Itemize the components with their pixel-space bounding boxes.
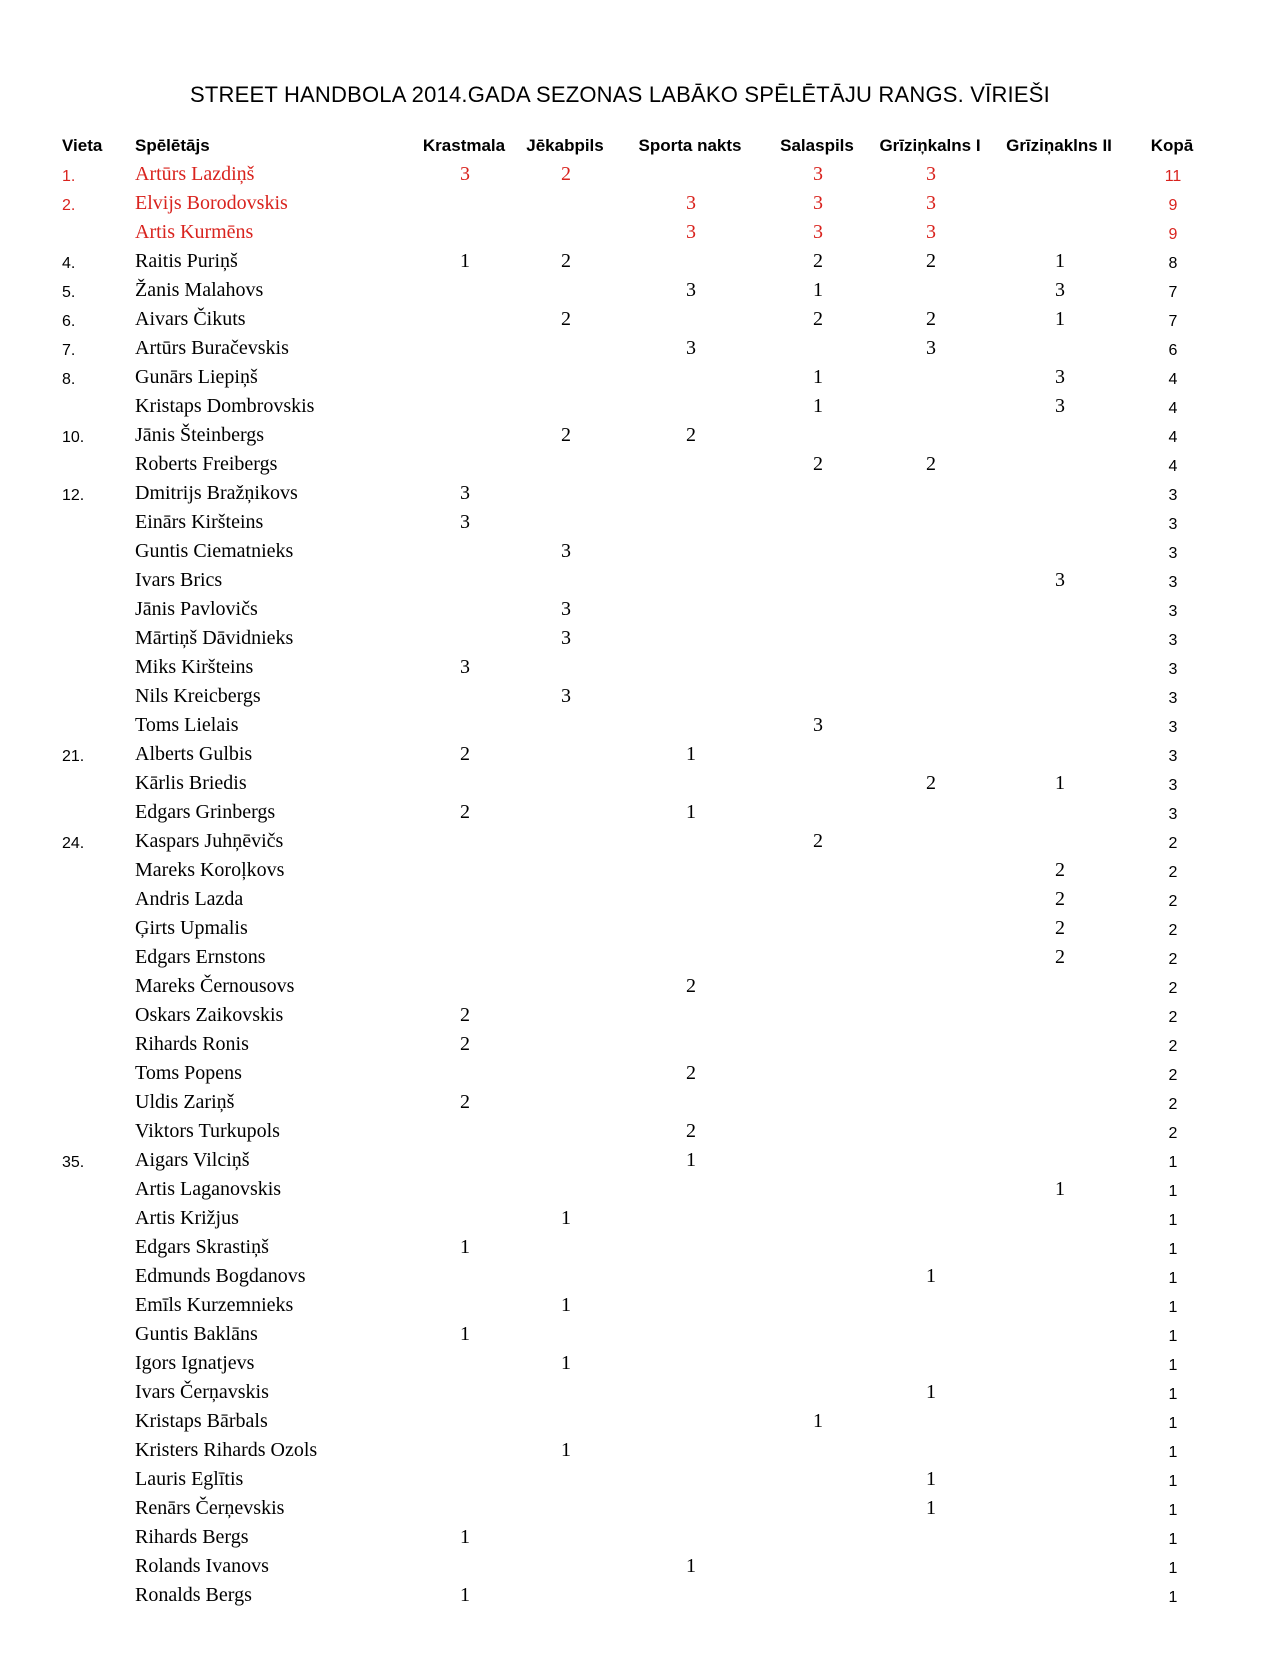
total-points-cell: 3 xyxy=(1168,690,1178,707)
event-points-cell: 3 xyxy=(813,192,823,214)
rank-cell: 21. xyxy=(62,748,85,765)
player-name-cell: Kārlis Briedis xyxy=(135,772,247,794)
player-name-cell: Mārtiņš Dāvidnieks xyxy=(135,627,294,649)
event-points-cell: 1 xyxy=(561,1439,571,1461)
event-points-cell: 3 xyxy=(561,540,571,562)
table-row xyxy=(0,392,1275,421)
table-row xyxy=(0,1204,1275,1233)
event-points-cell: 2 xyxy=(561,424,571,446)
player-name-cell: Aivars Čikuts xyxy=(135,308,246,330)
player-name-cell: Emīls Kurzemnieks xyxy=(135,1294,294,1316)
total-points-cell: 4 xyxy=(1168,371,1178,388)
event-points-cell: 1 xyxy=(460,1526,470,1548)
event-points-cell: 1 xyxy=(561,1207,571,1229)
event-points-cell: 2 xyxy=(460,1004,470,1026)
player-name-cell: Miks Kiršteins xyxy=(135,656,254,678)
table-row xyxy=(0,1233,1275,1262)
column-header-krastmala: Krastmala xyxy=(422,136,506,155)
ranking-table xyxy=(0,160,1275,1610)
table-row xyxy=(0,218,1275,247)
event-points-cell: 1 xyxy=(1055,308,1065,330)
event-points-cell: 2 xyxy=(561,308,571,330)
total-points-cell: 1 xyxy=(1168,1241,1178,1258)
player-name-cell: Edmunds Bogdanovs xyxy=(135,1265,306,1287)
event-points-cell: 3 xyxy=(686,337,696,359)
column-header-player: Spēlētājs xyxy=(135,136,210,155)
event-points-cell: 1 xyxy=(813,279,823,301)
event-points-cell: 1 xyxy=(561,1352,571,1374)
player-name-cell: Mareks Koroļkovs xyxy=(135,859,285,881)
total-points-cell: 3 xyxy=(1168,487,1178,504)
rank-cell: 10. xyxy=(62,429,85,446)
total-points-cell: 9 xyxy=(1168,226,1178,243)
event-points-cell: 1 xyxy=(686,743,696,765)
table-row xyxy=(0,479,1275,508)
player-name-cell: Artūrs Lazdiņš xyxy=(135,163,255,185)
player-name-cell: Renārs Čerņevskis xyxy=(135,1497,285,1519)
column-header-sporta-nakts: Sporta nakts xyxy=(638,136,742,155)
total-points-cell: 2 xyxy=(1168,1125,1178,1142)
table-row xyxy=(0,798,1275,827)
event-points-cell: 1 xyxy=(460,1323,470,1345)
event-points-cell: 3 xyxy=(1055,366,1065,388)
total-points-cell: 1 xyxy=(1168,1386,1178,1403)
event-points-cell: 1 xyxy=(460,1236,470,1258)
total-points-cell: 3 xyxy=(1168,603,1178,620)
total-points-cell: 2 xyxy=(1168,893,1178,910)
total-points-cell: 3 xyxy=(1168,661,1178,678)
total-points-cell: 1 xyxy=(1168,1183,1178,1200)
rank-cell: 35. xyxy=(62,1154,85,1171)
table-row xyxy=(0,334,1275,363)
total-points-cell: 2 xyxy=(1168,835,1178,852)
rank-cell: 12. xyxy=(62,487,85,504)
event-points-cell: 2 xyxy=(686,424,696,446)
player-name-cell: Gunārs Liepiņš xyxy=(135,366,258,388)
total-points-cell: 1 xyxy=(1168,1270,1178,1287)
total-points-cell: 3 xyxy=(1168,516,1178,533)
event-points-cell: 2 xyxy=(1055,946,1065,968)
event-points-cell: 1 xyxy=(926,1265,936,1287)
event-points-cell: 2 xyxy=(926,250,936,272)
player-name-cell: Guntis Baklāns xyxy=(135,1323,258,1345)
rank-cell: 1. xyxy=(62,168,76,185)
total-points-cell: 4 xyxy=(1168,429,1178,446)
event-points-cell: 3 xyxy=(926,192,936,214)
event-points-cell: 2 xyxy=(1055,888,1065,910)
total-points-cell: 2 xyxy=(1168,1009,1178,1026)
event-points-cell: 2 xyxy=(1055,917,1065,939)
total-points-cell: 2 xyxy=(1168,951,1178,968)
event-points-cell: 3 xyxy=(1055,395,1065,417)
table-row xyxy=(0,160,1275,189)
total-points-cell: 1 xyxy=(1168,1560,1178,1577)
player-name-cell: Ivars Čerņavskis xyxy=(135,1381,269,1403)
player-name-cell: Edgars Skrastiņš xyxy=(135,1236,269,1258)
column-header-grizinkalns-2: Grīziņaklns II xyxy=(1006,136,1112,155)
player-name-cell: Andris Lazda xyxy=(135,888,244,910)
event-points-cell: 2 xyxy=(813,830,823,852)
event-points-cell: 2 xyxy=(926,308,936,330)
table-row xyxy=(0,1059,1275,1088)
player-name-cell: Artis Kurmēns xyxy=(135,221,254,243)
table-row xyxy=(0,1001,1275,1030)
total-points-cell: 1 xyxy=(1168,1299,1178,1316)
table-row xyxy=(0,508,1275,537)
event-points-cell: 2 xyxy=(686,1062,696,1084)
event-points-cell: 2 xyxy=(813,453,823,475)
rank-cell: 5. xyxy=(62,284,76,301)
event-points-cell: 2 xyxy=(1055,859,1065,881)
player-name-cell: Artis Križjus xyxy=(135,1207,239,1229)
table-row xyxy=(0,1088,1275,1117)
table-row xyxy=(0,1465,1275,1494)
table-row xyxy=(0,1407,1275,1436)
rank-cell: 24. xyxy=(62,835,85,852)
total-points-cell: 1 xyxy=(1168,1444,1178,1461)
table-row xyxy=(0,740,1275,769)
event-points-cell: 1 xyxy=(686,801,696,823)
player-name-cell: Artūrs Buračevskis xyxy=(135,337,289,359)
player-name-cell: Kristaps Bārbals xyxy=(135,1410,268,1432)
player-name-cell: Toms Lielais xyxy=(135,714,239,736)
total-points-cell: 1 xyxy=(1168,1415,1178,1432)
event-points-cell: 1 xyxy=(1055,1178,1065,1200)
player-name-cell: Artis Laganovskis xyxy=(135,1178,282,1200)
player-name-cell: Ronalds Bergs xyxy=(135,1584,252,1606)
total-points-cell: 2 xyxy=(1168,980,1178,997)
event-points-cell: 3 xyxy=(813,714,823,736)
total-points-cell: 2 xyxy=(1168,1096,1178,1113)
table-row xyxy=(0,1291,1275,1320)
table-row xyxy=(0,1378,1275,1407)
event-points-cell: 2 xyxy=(561,163,571,185)
event-points-cell: 2 xyxy=(460,1033,470,1055)
table-row xyxy=(0,305,1275,334)
table-row xyxy=(0,595,1275,624)
event-points-cell: 2 xyxy=(561,250,571,272)
event-points-cell: 3 xyxy=(686,221,696,243)
total-points-cell: 7 xyxy=(1168,313,1178,330)
total-points-cell: 3 xyxy=(1168,545,1178,562)
event-points-cell: 3 xyxy=(561,627,571,649)
table-row xyxy=(0,1320,1275,1349)
player-name-cell: Ģirts Upmalis xyxy=(135,917,248,939)
event-points-cell: 1 xyxy=(926,1381,936,1403)
table-row xyxy=(0,856,1275,885)
event-points-cell: 3 xyxy=(813,163,823,185)
player-name-cell: Rolands Ivanovs xyxy=(135,1555,269,1577)
player-name-cell: Raitis Puriņš xyxy=(135,250,238,272)
player-name-cell: Kristaps Dombrovskis xyxy=(135,395,315,417)
player-name-cell: Edgars Ernstons xyxy=(135,946,266,968)
event-points-cell: 2 xyxy=(813,308,823,330)
event-points-cell: 1 xyxy=(926,1497,936,1519)
player-name-cell: Oskars Zaikovskis xyxy=(135,1004,284,1026)
player-name-cell: Einārs Kiršteins xyxy=(135,511,264,533)
total-points-cell: 3 xyxy=(1168,574,1178,591)
player-name-cell: Roberts Freibergs xyxy=(135,453,278,475)
player-name-cell: Uldis Zariņš xyxy=(135,1091,235,1113)
table-header xyxy=(0,136,1275,158)
rank-cell: 4. xyxy=(62,255,76,272)
player-name-cell: Rihards Bergs xyxy=(135,1526,249,1548)
total-points-cell: 2 xyxy=(1168,1038,1178,1055)
table-row xyxy=(0,1117,1275,1146)
table-row xyxy=(0,972,1275,1001)
total-points-cell: 1 xyxy=(1168,1357,1178,1374)
total-points-cell: 2 xyxy=(1168,1067,1178,1084)
table-row xyxy=(0,363,1275,392)
total-points-cell: 3 xyxy=(1168,806,1178,823)
player-name-cell: Elvijs Borodovskis xyxy=(135,192,288,214)
event-points-cell: 3 xyxy=(460,511,470,533)
player-name-cell: Rihards Ronis xyxy=(135,1033,249,1055)
event-points-cell: 1 xyxy=(813,1410,823,1432)
event-points-cell: 3 xyxy=(686,279,696,301)
total-points-cell: 1 xyxy=(1168,1212,1178,1229)
player-name-cell: Viktors Turkupols xyxy=(135,1120,280,1142)
event-points-cell: 1 xyxy=(926,1468,936,1490)
table-row xyxy=(0,711,1275,740)
table-row xyxy=(0,450,1275,479)
player-name-cell: Kaspars Juhņēvičs xyxy=(135,830,284,852)
event-points-cell: 2 xyxy=(686,1120,696,1142)
table-row xyxy=(0,624,1275,653)
player-name-cell: Ivars Brics xyxy=(135,569,223,591)
event-points-cell: 1 xyxy=(1055,250,1065,272)
event-points-cell: 3 xyxy=(460,656,470,678)
table-row xyxy=(0,769,1275,798)
total-points-cell: 1 xyxy=(1168,1328,1178,1345)
total-points-cell: 1 xyxy=(1168,1531,1178,1548)
player-name-cell: Alberts Gulbis xyxy=(135,743,253,765)
column-header-grizinkalns-1: Grīziņkalns I xyxy=(879,136,981,155)
table-row xyxy=(0,1552,1275,1581)
event-points-cell: 3 xyxy=(926,221,936,243)
table-row xyxy=(0,1030,1275,1059)
total-points-cell: 1 xyxy=(1168,1473,1178,1490)
event-points-cell: 1 xyxy=(460,250,470,272)
rank-cell: 8. xyxy=(62,371,76,388)
event-points-cell: 3 xyxy=(1055,569,1065,591)
table-row xyxy=(0,1175,1275,1204)
player-name-cell: Igors Ignatjevs xyxy=(135,1352,255,1374)
table-row xyxy=(0,247,1275,276)
table-row xyxy=(0,1146,1275,1175)
table-row xyxy=(0,1262,1275,1291)
event-points-cell: 3 xyxy=(926,337,936,359)
column-header-rank: Vieta xyxy=(62,136,103,155)
event-points-cell: 2 xyxy=(926,772,936,794)
table-row xyxy=(0,421,1275,450)
player-name-cell: Dmitrijs Bražņikovs xyxy=(135,482,298,504)
event-points-cell: 2 xyxy=(460,801,470,823)
total-points-cell: 1 xyxy=(1168,1502,1178,1519)
table-row xyxy=(0,1581,1275,1610)
player-name-cell: Kristers Rihards Ozols xyxy=(135,1439,318,1461)
column-header-total: Kopā xyxy=(1150,136,1194,155)
table-row xyxy=(0,1436,1275,1465)
total-points-cell: 7 xyxy=(1168,284,1178,301)
table-row xyxy=(0,566,1275,595)
table-row xyxy=(0,1349,1275,1378)
player-name-cell: Guntis Ciematnieks xyxy=(135,540,294,562)
table-row xyxy=(0,885,1275,914)
event-points-cell: 3 xyxy=(926,163,936,185)
player-name-cell: Nils Kreicbergs xyxy=(135,685,261,707)
total-points-cell: 4 xyxy=(1168,400,1178,417)
rank-cell: 6. xyxy=(62,313,76,330)
table-row xyxy=(0,1523,1275,1552)
event-points-cell: 1 xyxy=(686,1149,696,1171)
table-row xyxy=(0,653,1275,682)
event-points-cell: 1 xyxy=(460,1584,470,1606)
total-points-cell: 6 xyxy=(1168,342,1178,359)
total-points-cell: 3 xyxy=(1168,748,1178,765)
event-points-cell: 2 xyxy=(813,250,823,272)
total-points-cell: 2 xyxy=(1168,922,1178,939)
rank-cell: 2. xyxy=(62,197,76,214)
player-name-cell: Žanis Malahovs xyxy=(135,279,264,301)
event-points-cell: 2 xyxy=(460,743,470,765)
total-points-cell: 4 xyxy=(1168,458,1178,475)
table-row xyxy=(0,276,1275,305)
event-points-cell: 1 xyxy=(813,395,823,417)
event-points-cell: 1 xyxy=(813,366,823,388)
player-name-cell: Edgars Grinbergs xyxy=(135,801,276,823)
total-points-cell: 9 xyxy=(1168,197,1178,214)
total-points-cell: 3 xyxy=(1168,777,1178,794)
event-points-cell: 3 xyxy=(813,221,823,243)
player-name-cell: Lauris Eglītis xyxy=(135,1468,244,1490)
total-points-cell: 2 xyxy=(1168,864,1178,881)
player-name-cell: Toms Popens xyxy=(135,1062,242,1084)
total-points-cell: 3 xyxy=(1168,632,1178,649)
event-points-cell: 1 xyxy=(1055,772,1065,794)
table-row xyxy=(0,189,1275,218)
player-name-cell: Jānis Pavlovičs xyxy=(135,598,258,620)
event-points-cell: 2 xyxy=(460,1091,470,1113)
total-points-cell: 3 xyxy=(1168,719,1178,736)
event-points-cell: 3 xyxy=(686,192,696,214)
table-row xyxy=(0,827,1275,856)
event-points-cell: 1 xyxy=(561,1294,571,1316)
event-points-cell: 3 xyxy=(460,482,470,504)
player-name-cell: Jānis Šteinbergs xyxy=(135,424,265,446)
event-points-cell: 3 xyxy=(561,685,571,707)
column-header-jekabpils: Jēkabpils xyxy=(526,136,604,155)
table-row xyxy=(0,914,1275,943)
event-points-cell: 1 xyxy=(686,1555,696,1577)
total-points-cell: 8 xyxy=(1168,255,1178,272)
event-points-cell: 3 xyxy=(561,598,571,620)
total-points-cell: 1 xyxy=(1168,1589,1178,1606)
event-points-cell: 2 xyxy=(926,453,936,475)
event-points-cell: 3 xyxy=(1055,279,1065,301)
column-header-salaspils: Salaspils xyxy=(780,136,854,155)
event-points-cell: 3 xyxy=(460,163,470,185)
total-points-cell: 11 xyxy=(1164,168,1182,185)
player-name-cell: Mareks Černousovs xyxy=(135,975,295,997)
page-title: STREET HANDBOLA 2014.GADA SEZONAS LABĀKO SPĒLĒTĀJU RANGS. VĪRIEŠI xyxy=(190,82,1050,107)
event-points-cell: 2 xyxy=(686,975,696,997)
rank-cell: 7. xyxy=(62,342,76,359)
table-row xyxy=(0,943,1275,972)
total-points-cell: 1 xyxy=(1168,1154,1178,1171)
table-row xyxy=(0,1494,1275,1523)
table-row xyxy=(0,537,1275,566)
table-row xyxy=(0,682,1275,711)
player-name-cell: Aigars Vilciņš xyxy=(135,1149,250,1171)
